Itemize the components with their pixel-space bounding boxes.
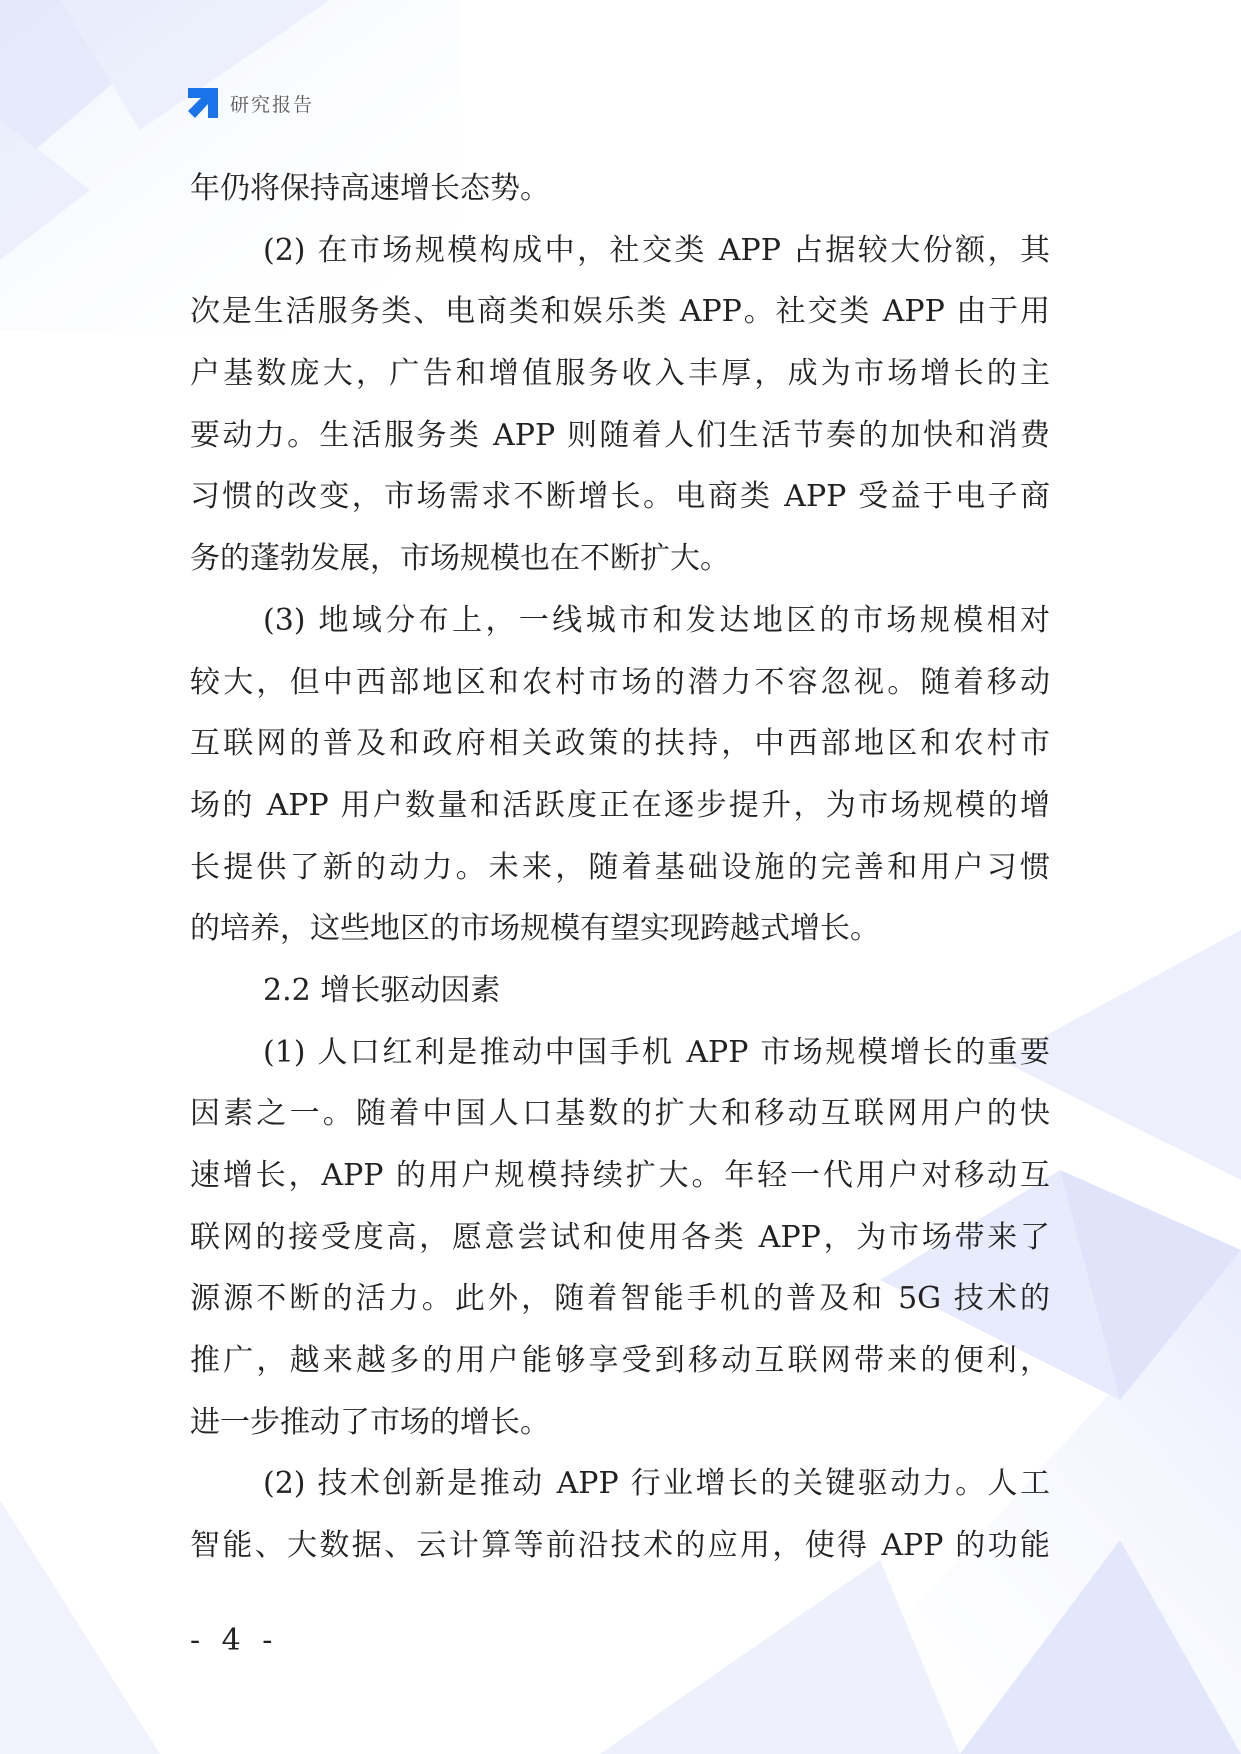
text-line: 要动力。生活服务类 APP 则随着人们生活节奏的加快和消费 bbox=[190, 417, 1050, 453]
text-line: 智能、大数据、云计算等前沿技术的应用，使得 APP 的功能 bbox=[190, 1528, 1050, 1564]
text-line: 务的蓬勃发展，市场规模也在不断扩大。 bbox=[190, 541, 730, 577]
text-line: 速增长，APP 的用户规模持续扩大。年轻一代用户对移动互 bbox=[190, 1158, 1050, 1193]
para-1-demographic bbox=[190, 1022, 1050, 1454]
text-line: 习惯的改变，市场需求不断增长。电商类 APP 受益于电子商 bbox=[190, 479, 1050, 515]
text-line: 较大，但中西部地区和农村市场的潜力不容忽视。随着移动 bbox=[190, 664, 1050, 700]
header-title: 研究报告 bbox=[230, 93, 315, 116]
text-line: 的培养，这些地区的市场规模有望实现跨越式增长。 bbox=[190, 911, 880, 947]
para-2-technology bbox=[190, 1453, 1050, 1576]
text-line: 进一步推动了市场的增长。 bbox=[190, 1404, 550, 1440]
text-line: 年仍将保持高速增长态势。 bbox=[190, 171, 550, 206]
para-2-market-composition bbox=[190, 220, 1050, 590]
text-line: (2) 在市场规模构成中，社交类 APP 占据较大份额，其 bbox=[263, 232, 1050, 268]
text-line: (3) 地域分布上，一线城市和发达地区的市场规模相对 bbox=[263, 602, 1050, 638]
para-3-regional bbox=[190, 590, 1050, 960]
text-line: 联网的接受度高，愿意尝试和使用各类 APP，为市场带来了 bbox=[190, 1219, 1050, 1255]
text-line: 户基数庞大，广告和增值服务收入丰厚，成为市场增长的主 bbox=[190, 356, 1050, 392]
text-line: 因素之一。随着中国人口基数的扩大和移动互联网用户的快 bbox=[190, 1096, 1050, 1132]
text-line: 场的 APP 用户数量和活跃度正在逐步提升，为市场规模的增 bbox=[190, 787, 1050, 823]
document-body bbox=[190, 158, 1050, 1577]
section-heading: 2.2 增长驱动因素 bbox=[263, 972, 501, 1008]
text-line: 次是生活服务类、电商类和娱乐类 APP。社交类 APP 由于用 bbox=[190, 294, 1050, 330]
text-line: 长提供了新的动力。未来，随着基础设施的完善和用户习惯 bbox=[190, 849, 1050, 885]
text-line: (1) 人口红利是推动中国手机 APP 市场规模增长的重要 bbox=[263, 1034, 1050, 1070]
para-continued bbox=[190, 158, 1050, 220]
report-header bbox=[186, 86, 314, 120]
text-line: 互联网的普及和政府相关政策的扶持，中西部地区和农村市 bbox=[190, 726, 1050, 762]
text-line: 推广，越来越多的用户能够享受到移动互联网带来的便利， bbox=[190, 1343, 1050, 1379]
page-number: - 4 - bbox=[190, 1623, 279, 1658]
text-line: 源源不断的活力。此外，随着智能手机的普及和 5G 技术的 bbox=[190, 1281, 1050, 1317]
text-line: (2) 技术创新是推动 APP 行业增长的关键驱动力。人工 bbox=[263, 1466, 1050, 1502]
arrow-up-right-icon bbox=[186, 86, 220, 120]
